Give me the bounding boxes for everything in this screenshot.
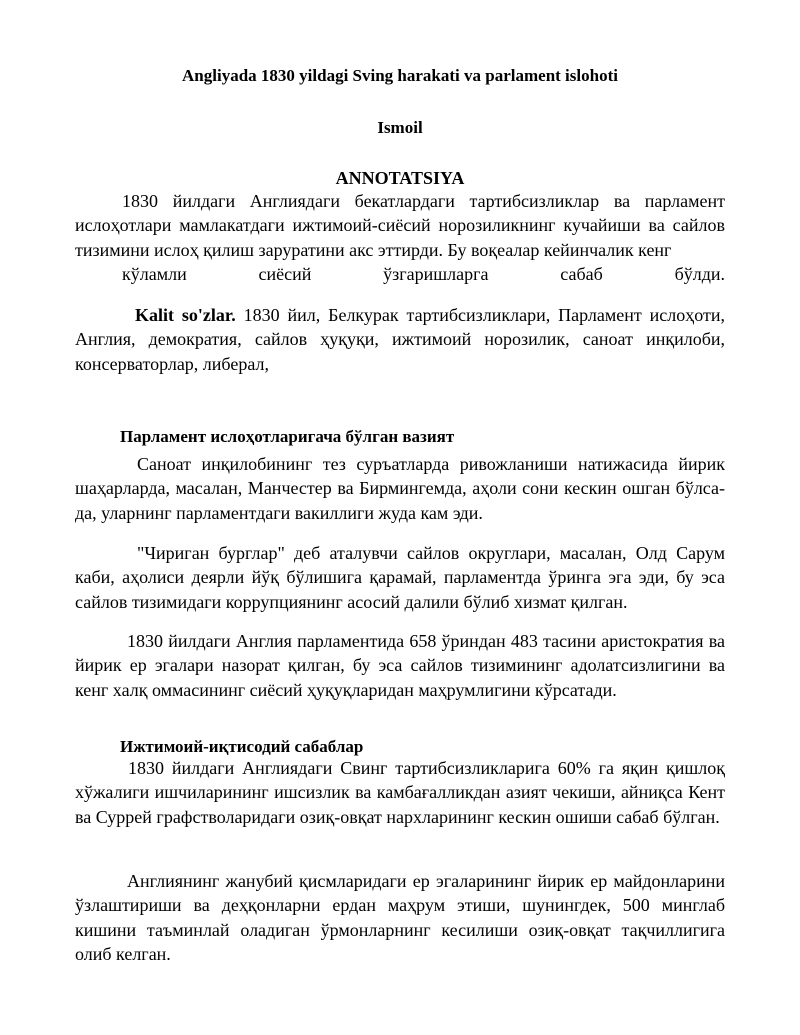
keywords-label: Kalit so'zlar.: [135, 305, 236, 325]
document-title: Angliyada 1830 yildagi Sving harakati va parlament islohoti: [182, 66, 618, 85]
paragraph-parliament-seats: 1830 йилдаги Англия парламентида 658 ўриндан 483 тасини аристократия ва йирик ер эгалари назорат қилган, бу эса сайлов тизимининг адолатсизлигини ва кенг халқ оммасининг сиёсий ҳуқуқларидан маҳрумлигини кўрсатади.: [75, 631, 725, 700]
paragraph-rotten-boroughs: "Чириган бурглар" деб аталувчи сайлов округлари, масалан, Олд Сарум каби, аҳолиси деярли йўқ бўлишига қарамай, парламентда ўринга эга эди, бу эса сайлов тизимидаги коррупциянинг асосий далили бўлиб хизмат қилган.: [75, 543, 725, 612]
paragraph-land-enclosure: Англиянинг жанубий қисмларидаги ер эгаларининг йирик ер майдонларини ўзлаштириши ва деҳқонларни ердан маҳрум этиши, шунингдек, 500 минглаб кишини таъминлай оладиган ўрмонларнинг кесилиши озиқ-овқат тақчиллигига олиб келган.: [75, 871, 725, 965]
keywords-text: 1830 йил, Белкурак тартибсизликлари, Парламент ислоҳоти, Англия, демократия, сайлов ҳуқуқи, ижтимоий норозилик, саноат инқилоби, консерваторлар, либерал,: [75, 305, 725, 374]
section-heading-causes: Ижтимоий-иқтисодий сабаблар: [120, 737, 364, 756]
keywords-paragraph: [75, 303, 725, 376]
annotation-paragraph: [75, 189, 725, 287]
section-heading-situation: Парламент ислоҳотларигача бўлган вазият: [120, 427, 455, 446]
paragraph-swing-riots: 1830 йилдаги Англиядаги Свинг тартибсизликларига 60% га яқин қишлоқ хўжалиги ишчиларининг ишсизлик ва камбағалликдан азият чекиши, айниқса Кент ва Суррей графстволаридаги озиқ-овқат нархларининг кескин ошиши сабаб бўлган.: [75, 758, 725, 827]
annotation-text: 1830 йилдаги Англиядаги бекатлардаги тартибсизликлар ва парламент ислоҳотлари мамлакатдаги ижтимоий-сиёсий норозиликнинг кучайиши ва сайлов тизимини ислоҳ қилиш заруратини акс эттирди. Бу воқеалар кейинчалик кенг: [75, 191, 725, 260]
paragraph-industrial-revolution: Саноат инқилобининг тез суръатларда ривожланиши натижасида йирик шаҳарларда, масалан, Манчестер ва Бирмингемда, аҳоли сони кескин ошган бўлса-да, уларнинг парламентдаги вакиллиги жуда кам эди.: [75, 454, 725, 523]
annotation-heading: ANNOTATSIYA: [335, 168, 465, 188]
annotation-last-line: кўламли сиёсий ўзгаришларга сабаб бўлди.: [122, 264, 725, 285]
author-name: Ismoil: [377, 118, 423, 137]
